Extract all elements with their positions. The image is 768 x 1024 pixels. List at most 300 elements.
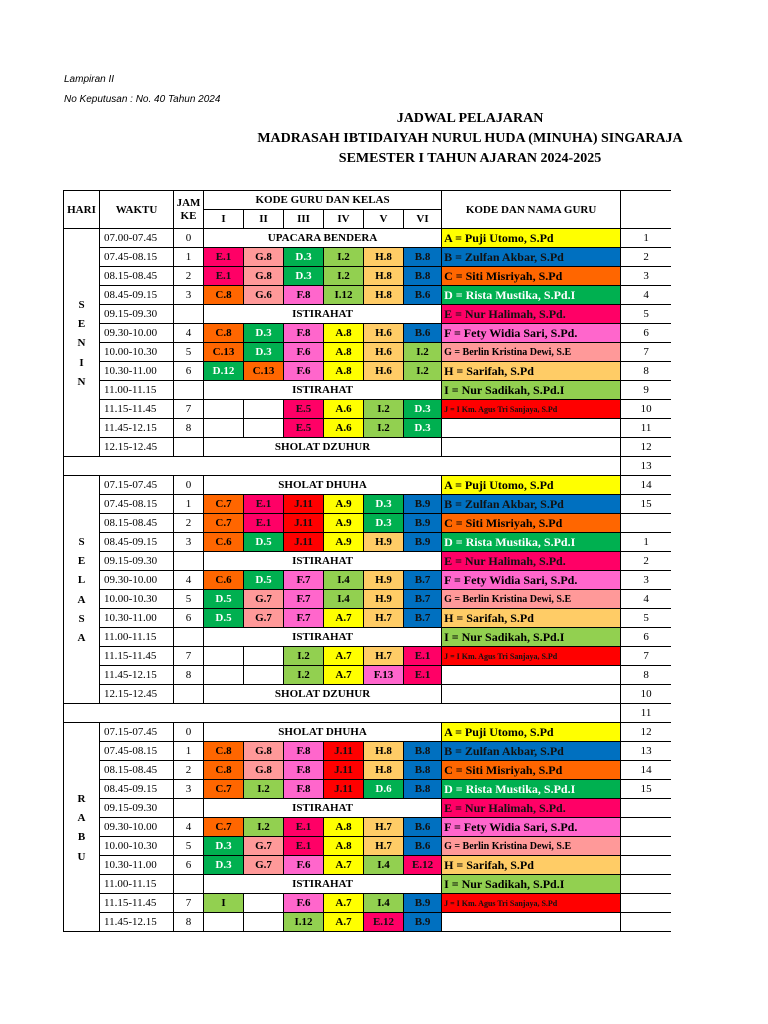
time-cell: 10.00-10.30 (100, 590, 174, 609)
number-cell: 14 (621, 761, 671, 780)
class-cell: F.13 (364, 666, 404, 685)
class-cell: E.1 (204, 267, 244, 286)
number-cell: 8 (621, 666, 671, 685)
number-cell: 1 (621, 533, 671, 552)
class-cell: I.2 (324, 267, 364, 286)
class-cell: F.6 (284, 894, 324, 913)
jam-cell (174, 381, 204, 400)
schedule-row (64, 495, 672, 514)
schedule-row (64, 305, 672, 324)
teacher-cell: A = Puji Utomo, S.Pd (442, 476, 621, 495)
class-cell: D.6 (364, 780, 404, 799)
class-cell: H.9 (364, 590, 404, 609)
class-cell: H.7 (364, 647, 404, 666)
time-cell: 08.45-09.15 (100, 780, 174, 799)
class-cell: D.5 (204, 590, 244, 609)
jam-cell (174, 628, 204, 647)
number-cell: 10 (621, 400, 671, 419)
jam-cell: 3 (174, 286, 204, 305)
day-cell (64, 476, 100, 704)
class-cell: E.5 (284, 419, 324, 438)
schedule-row (64, 533, 672, 552)
class-cell: B.7 (404, 609, 442, 628)
jam-cell: 5 (174, 837, 204, 856)
schedule-row (64, 780, 672, 799)
class-cell (204, 647, 244, 666)
time-cell: 09.30-10.00 (100, 324, 174, 343)
kelas-header: IV (324, 210, 364, 229)
class-cell (244, 647, 284, 666)
schedule-row (64, 799, 672, 818)
day-letter: U (77, 850, 86, 863)
class-cell: H.9 (364, 571, 404, 590)
day-cell (64, 229, 100, 457)
activity-cell: ISTIRAHAT (204, 628, 442, 647)
class-cell: F.6 (284, 362, 324, 381)
jam-cell (174, 875, 204, 894)
teacher-cell: F = Fety Widia Sari, S.Pd. (442, 324, 621, 343)
class-cell: H.8 (364, 248, 404, 267)
day-letter: A (77, 593, 86, 606)
class-cell (204, 913, 244, 932)
time-cell: 09.15-09.30 (100, 552, 174, 571)
teacher-cell: I = Nur Sadikah, S.Pd.I (442, 381, 621, 400)
class-cell (244, 419, 284, 438)
class-cell (204, 400, 244, 419)
jam-cell (174, 438, 204, 457)
jam-cell: 2 (174, 267, 204, 286)
schedule-row (64, 875, 672, 894)
schedule-row (64, 761, 672, 780)
gap-row (64, 457, 672, 476)
schedule-row (64, 609, 672, 628)
teacher-cell: C = Siti Misriyah, S.Pd (442, 267, 621, 286)
class-cell: A.8 (324, 837, 364, 856)
class-cell: C.6 (204, 533, 244, 552)
header-row (64, 191, 672, 210)
number-cell (621, 875, 671, 894)
teacher-cell: E = Nur Halimah, S.Pd. (442, 305, 621, 324)
class-cell: G.7 (244, 590, 284, 609)
time-cell: 07.00-07.45 (100, 229, 174, 248)
class-cell: E.12 (364, 913, 404, 932)
class-cell: A.9 (324, 514, 364, 533)
class-cell (204, 419, 244, 438)
class-cell: J.11 (284, 533, 324, 552)
time-cell: 11.45-12.15 (100, 666, 174, 685)
class-cell: A.7 (324, 894, 364, 913)
class-cell: F.8 (284, 286, 324, 305)
number-cell: 9 (621, 381, 671, 400)
class-cell: G.8 (244, 248, 284, 267)
class-cell: F.7 (284, 609, 324, 628)
number-cell: 1 (621, 229, 671, 248)
day-letter: L (77, 574, 86, 587)
teacher-cell: E = Nur Halimah, S.Pd. (442, 552, 621, 571)
gap-cell (64, 457, 621, 476)
class-cell: A.7 (324, 647, 364, 666)
class-cell: F.7 (284, 590, 324, 609)
class-cell: F.8 (284, 742, 324, 761)
time-cell: 12.15-12.45 (100, 438, 174, 457)
class-cell: F.8 (284, 780, 324, 799)
class-cell: G.7 (244, 837, 284, 856)
teacher-cell: A = Puji Utomo, S.Pd (442, 723, 621, 742)
nama-guru-header: KODE DAN NAMA GURU (442, 191, 621, 229)
class-cell: B.9 (404, 514, 442, 533)
teacher-cell: C = Siti Misriyah, S.Pd (442, 514, 621, 533)
schedule-row (64, 362, 672, 381)
class-cell (244, 400, 284, 419)
day-cell (64, 723, 100, 932)
class-cell: I.2 (404, 362, 442, 381)
class-cell: E.1 (244, 514, 284, 533)
number-cell (621, 894, 671, 913)
class-cell: C.8 (204, 761, 244, 780)
activity-cell: ISTIRAHAT (204, 875, 442, 894)
jam-cell: 0 (174, 476, 204, 495)
waktu-header: WAKTU (100, 191, 174, 229)
number-cell: 11 (621, 419, 671, 438)
gap-cell (64, 704, 621, 723)
class-cell: E.1 (404, 666, 442, 685)
jam-cell: 3 (174, 780, 204, 799)
class-cell: A.9 (324, 495, 364, 514)
class-cell: D.3 (364, 514, 404, 533)
jam-cell: 2 (174, 514, 204, 533)
jam-cell: 0 (174, 723, 204, 742)
time-cell: 07.45-08.15 (100, 495, 174, 514)
time-cell: 10.30-11.00 (100, 362, 174, 381)
teacher-cell: B = Zulfan Akbar, S.Pd (442, 248, 621, 267)
jam-cell: 4 (174, 818, 204, 837)
teacher-cell (442, 419, 621, 438)
jam-cell (174, 685, 204, 704)
class-cell: B.6 (404, 286, 442, 305)
class-cell: D.5 (244, 533, 284, 552)
class-cell: G.8 (244, 742, 284, 761)
number-header (621, 191, 671, 229)
class-cell: J.11 (284, 495, 324, 514)
kelas-header: VI (404, 210, 442, 229)
class-cell: C.8 (204, 286, 244, 305)
number-cell (621, 818, 671, 837)
teacher-cell (442, 913, 621, 932)
class-cell: H.6 (364, 362, 404, 381)
number-cell: 12 (621, 438, 671, 457)
day-letter: B (77, 831, 86, 844)
class-cell: I.4 (324, 590, 364, 609)
class-cell: E.1 (404, 647, 442, 666)
time-cell: 09.15-09.30 (100, 799, 174, 818)
schedule-row (64, 324, 672, 343)
number-cell: 13 (621, 457, 671, 476)
semester-title: SEMESTER I TAHUN AJARAN 2024-2025 (338, 151, 602, 166)
jam-cell (174, 552, 204, 571)
teacher-cell: D = Rista Mustika, S.Pd.I (442, 780, 621, 799)
class-cell: D.3 (244, 343, 284, 362)
teacher-cell: E = Nur Halimah, S.Pd. (442, 799, 621, 818)
schedule-row (64, 894, 672, 913)
number-cell: 6 (621, 324, 671, 343)
class-cell: I.2 (364, 419, 404, 438)
schedule-row (64, 286, 672, 305)
class-cell: A.6 (324, 400, 364, 419)
number-cell: 5 (621, 305, 671, 324)
schedule-table (63, 190, 671, 948)
time-cell: 10.00-10.30 (100, 343, 174, 362)
activity-cell: ISTIRAHAT (204, 552, 442, 571)
class-cell: C.8 (204, 324, 244, 343)
jam-cell: 7 (174, 647, 204, 666)
number-cell (621, 799, 671, 818)
class-cell: I.2 (284, 647, 324, 666)
jam-cell: 5 (174, 343, 204, 362)
schedule-row (64, 343, 672, 362)
class-cell: D.3 (404, 400, 442, 419)
class-cell: G.7 (244, 856, 284, 875)
class-cell: D.12 (204, 362, 244, 381)
activity-cell: SHOLAT DZUHUR (204, 685, 442, 704)
day-letter: N (77, 337, 86, 350)
class-cell: C.7 (204, 514, 244, 533)
class-cell: E.12 (404, 856, 442, 875)
schedule-row (64, 628, 672, 647)
schedule-row (64, 514, 672, 533)
number-cell (621, 837, 671, 856)
class-cell: I.4 (364, 856, 404, 875)
class-cell: J.11 (324, 761, 364, 780)
class-cell: A.6 (324, 419, 364, 438)
day-letter: A (77, 632, 86, 645)
class-cell: I.4 (324, 571, 364, 590)
schedule-row (64, 685, 672, 704)
class-cell: D.3 (204, 837, 244, 856)
schedule-row (64, 571, 672, 590)
activity-cell: UPACARA BENDERA (204, 229, 442, 248)
class-cell: D.3 (284, 248, 324, 267)
teacher-cell (442, 666, 621, 685)
schedule-row (64, 229, 672, 248)
number-cell: 11 (621, 704, 671, 723)
jam-cell: 7 (174, 400, 204, 419)
activity-cell: SHOLAT DZUHUR (204, 438, 442, 457)
schedule-row (64, 476, 672, 495)
class-cell: I.2 (324, 248, 364, 267)
day-letter: S (78, 299, 85, 311)
number-cell: 4 (621, 590, 671, 609)
time-cell: 07.15-07.45 (100, 723, 174, 742)
activity-cell: ISTIRAHAT (204, 381, 442, 400)
schedule-row (64, 267, 672, 286)
class-cell: G.8 (244, 761, 284, 780)
jam-cell: 7 (174, 894, 204, 913)
gap-row (64, 704, 672, 723)
kelas-header: V (364, 210, 404, 229)
kode-header: KODE GURU DAN KELAS (204, 191, 442, 210)
number-cell: 3 (621, 267, 671, 286)
schedule-row (64, 913, 672, 932)
time-cell: 10.30-11.00 (100, 856, 174, 875)
day-letter: A (77, 812, 86, 825)
time-cell: 07.45-08.15 (100, 742, 174, 761)
number-cell: 15 (621, 780, 671, 799)
jam-cell: 6 (174, 609, 204, 628)
class-cell (244, 913, 284, 932)
teacher-cell: B = Zulfan Akbar, S.Pd (442, 495, 621, 514)
class-cell: E.1 (244, 495, 284, 514)
class-cell (204, 666, 244, 685)
time-cell: 08.15-08.45 (100, 267, 174, 286)
jam-cell: 1 (174, 495, 204, 514)
class-cell: A.7 (324, 913, 364, 932)
class-cell: H.6 (364, 343, 404, 362)
time-cell: 09.30-10.00 (100, 571, 174, 590)
teacher-cell: I = Nur Sadikah, S.Pd.I (442, 628, 621, 647)
class-cell: H.8 (364, 742, 404, 761)
teacher-cell: F = Fety Widia Sari, S.Pd. (442, 818, 621, 837)
teacher-cell: F = Fety Widia Sari, S.Pd. (442, 571, 621, 590)
schedule-row (64, 856, 672, 875)
activity-cell: SHOLAT DHUHA (204, 476, 442, 495)
teacher-cell: B = Zulfan Akbar, S.Pd (442, 742, 621, 761)
class-cell: E.5 (284, 400, 324, 419)
class-cell: F.8 (284, 324, 324, 343)
class-cell: D.3 (204, 856, 244, 875)
class-cell: F.7 (284, 571, 324, 590)
time-cell: 12.15-12.45 (100, 685, 174, 704)
class-cell (244, 894, 284, 913)
class-cell: A.7 (324, 666, 364, 685)
schedule-row (64, 400, 672, 419)
class-cell: G.7 (244, 609, 284, 628)
class-cell: D.5 (244, 571, 284, 590)
class-cell: J.11 (324, 742, 364, 761)
class-cell: G.6 (244, 286, 284, 305)
time-cell: 08.15-08.45 (100, 514, 174, 533)
schedule-row (64, 742, 672, 761)
day-letter: I (79, 356, 84, 369)
class-cell: E.1 (204, 248, 244, 267)
teacher-cell: G = Berlin Kristina Dewi, S.E (442, 590, 621, 609)
jam-cell: 8 (174, 666, 204, 685)
number-cell: 2 (621, 248, 671, 267)
class-cell: H.7 (364, 818, 404, 837)
teacher-cell: G = Berlin Kristina Dewi, S.E (442, 837, 621, 856)
class-cell: I.12 (324, 286, 364, 305)
class-cell: B.8 (404, 780, 442, 799)
class-cell: I.12 (284, 913, 324, 932)
time-cell: 09.30-10.00 (100, 818, 174, 837)
schedule-row (64, 818, 672, 837)
number-cell: 13 (621, 742, 671, 761)
schedule-row (64, 590, 672, 609)
schedule-row (64, 248, 672, 267)
class-cell: D.3 (284, 267, 324, 286)
jam-cell: 8 (174, 913, 204, 932)
class-cell: A.8 (324, 818, 364, 837)
jam-cell: 8 (174, 419, 204, 438)
jam-ke-header: JAM KE (174, 191, 204, 229)
time-cell: 11.00-11.15 (100, 875, 174, 894)
schedule-row (64, 438, 672, 457)
teacher-cell: G = Berlin Kristina Dewi, S.E (442, 343, 621, 362)
class-cell: H.7 (364, 837, 404, 856)
class-cell: B.9 (404, 913, 442, 932)
class-cell: C.6 (204, 571, 244, 590)
class-cell (244, 666, 284, 685)
kelas-header: III (284, 210, 324, 229)
teacher-cell (442, 438, 621, 457)
time-cell: 10.00-10.30 (100, 837, 174, 856)
class-cell: C.8 (204, 742, 244, 761)
class-cell: B.8 (404, 248, 442, 267)
number-cell: 3 (621, 571, 671, 590)
teacher-cell (442, 685, 621, 704)
class-cell: H.7 (364, 609, 404, 628)
number-cell: 7 (621, 647, 671, 666)
time-cell: 11.00-11.15 (100, 628, 174, 647)
class-cell: B.9 (404, 894, 442, 913)
time-cell: 11.45-12.15 (100, 913, 174, 932)
kelas-header: II (244, 210, 284, 229)
day-letter: S (78, 536, 85, 548)
kelas-header: I (204, 210, 244, 229)
activity-cell: SHOLAT DHUHA (204, 723, 442, 742)
day-letter: E (77, 555, 86, 568)
teacher-cell: J = I Km. Agus Tri Sanjaya, S.Pd (442, 647, 621, 666)
class-cell: E.1 (284, 837, 324, 856)
teacher-cell: I = Nur Sadikah, S.Pd.I (442, 875, 621, 894)
class-cell: B.8 (404, 267, 442, 286)
number-cell: 10 (621, 685, 671, 704)
time-cell: 08.15-08.45 (100, 761, 174, 780)
class-cell: B.9 (404, 495, 442, 514)
class-cell: I.2 (404, 343, 442, 362)
schedule-row (64, 647, 672, 666)
jam-cell: 6 (174, 362, 204, 381)
class-cell: I.2 (284, 666, 324, 685)
jam-cell: 5 (174, 590, 204, 609)
class-cell: C.13 (204, 343, 244, 362)
class-cell: H.6 (364, 324, 404, 343)
jam-cell: 1 (174, 248, 204, 267)
class-cell: A.8 (324, 324, 364, 343)
class-cell: B.8 (404, 761, 442, 780)
jam-cell (174, 305, 204, 324)
day-letter: N (77, 375, 86, 388)
teacher-cell: H = Sarifah, S.Pd (442, 362, 621, 381)
class-cell: C.13 (244, 362, 284, 381)
class-cell: I.2 (244, 818, 284, 837)
time-cell: 11.15-11.45 (100, 894, 174, 913)
jam-cell (174, 799, 204, 818)
schedule-row (64, 666, 672, 685)
class-cell: D.5 (204, 609, 244, 628)
class-cell: H.8 (364, 267, 404, 286)
class-cell: H.8 (364, 761, 404, 780)
class-cell: H.8 (364, 286, 404, 305)
class-cell: A.7 (324, 609, 364, 628)
day-letter: R (77, 793, 86, 805)
class-cell: B.8 (404, 742, 442, 761)
time-cell: 08.45-09.15 (100, 286, 174, 305)
schedule-row (64, 419, 672, 438)
lampiran-label: Lampiran II (64, 74, 115, 85)
number-cell (621, 514, 671, 533)
jam-cell: 6 (174, 856, 204, 875)
class-cell: B.6 (404, 324, 442, 343)
